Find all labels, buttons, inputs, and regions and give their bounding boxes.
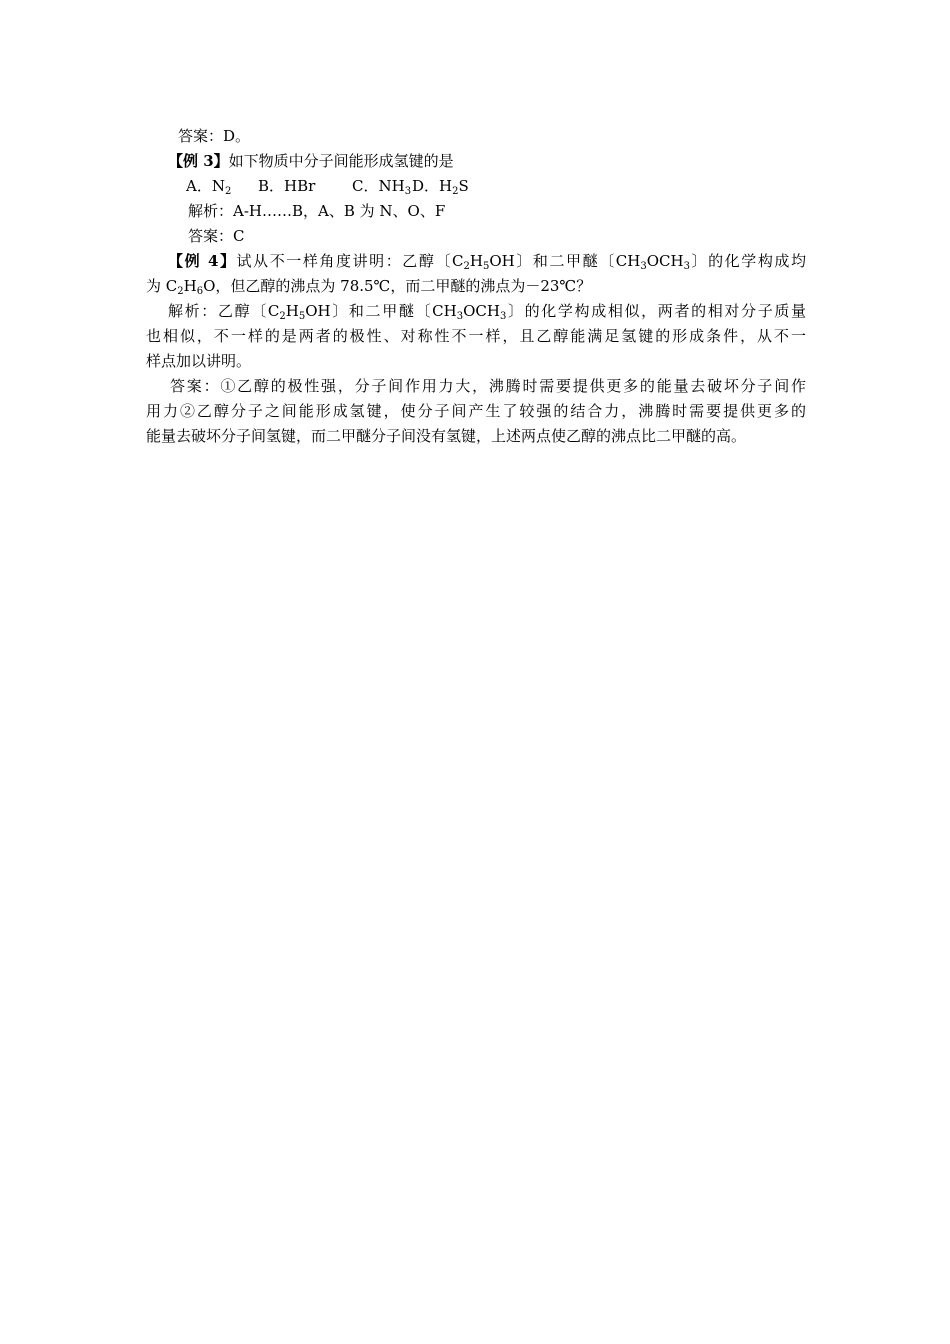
example-4-answer-line-3: 能量去破坏分子间氢键，而二甲醚分子间没有氢键，上述两点使乙醇的沸点比二甲醚的高。 <box>146 427 747 445</box>
example-4-question-line-1: 【例 4】试从不一样角度讲明：乙醇〔$C_2H_5OH$〕和二甲醚〔$CH_3OCH_3$〕的化学构成均 <box>168 252 806 272</box>
example-4-question-line-2: 为 $C_2H_6O$，但乙醇的沸点为 78.5℃，而二甲醚的沸点为－23℃？ <box>146 277 592 297</box>
example-4-answer-line-2: 用力②乙醇分子之间能形成氢键，使分子间产生了较强的结合力，沸腾时需要提供更多的 <box>146 402 806 420</box>
example-3-answer: 答案：C <box>188 227 245 245</box>
option-c: C．$NH_3$ <box>352 177 412 197</box>
previous-answer: 答案：D。 <box>178 127 251 145</box>
example-3-options <box>146 174 806 199</box>
option-d: D．$H_2S$ <box>412 177 469 197</box>
example-4-analysis-line-2: 也相似，不一样的是两者的极性、对称性不一样，且乙醇能满足氢键的形成条件，从不一 <box>146 327 806 345</box>
document-body <box>146 124 806 449</box>
example-3-question <box>146 149 806 174</box>
example-3-question-text: 如下物质中分子间能形成氢键的是 <box>228 152 454 170</box>
example-3-analysis: 解析：A-H……B，A、B 为 N、O、F <box>188 202 446 220</box>
example-4-analysis-line-1: 解析：乙醇〔$C_2H_5OH$〕和二甲醚〔$CH_3OCH_3$〕的化学构成相似，两者的相对分子质量 <box>168 302 806 322</box>
example-4-answer-line-1: 答案：①乙醇的极性强，分子间作用力大，沸腾时需要提供更多的能量去破坏分子间作 <box>170 377 806 395</box>
example-4-analysis-line-3: 样点加以讲明。 <box>146 352 252 370</box>
example-3-label: 【例 3】 <box>168 152 229 170</box>
option-a: A．$N_2$ <box>186 177 232 197</box>
option-b: B．HBr <box>258 177 316 195</box>
example-4-label: 【例 4】 <box>168 252 237 270</box>
